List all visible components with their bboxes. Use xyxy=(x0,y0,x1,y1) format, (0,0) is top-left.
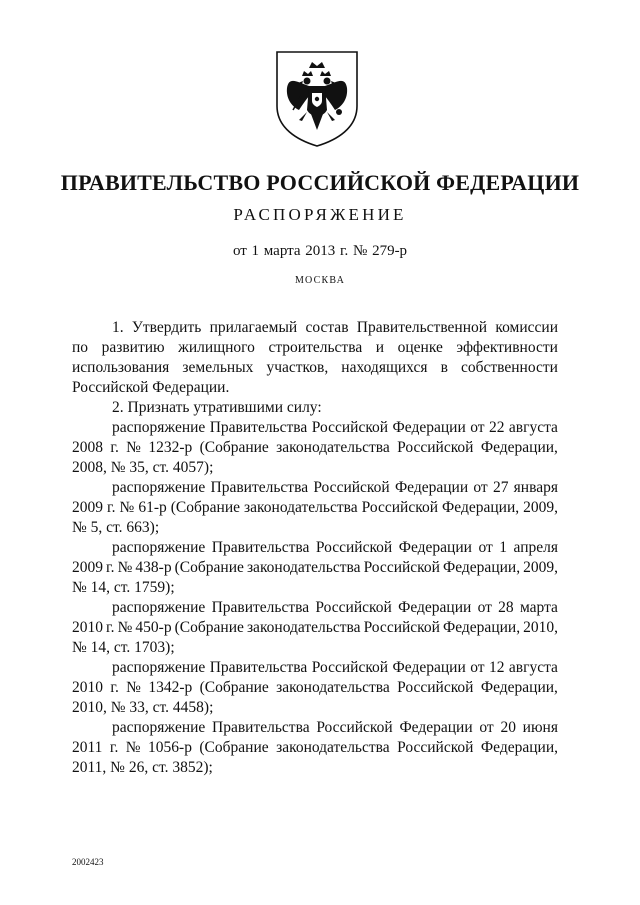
word: (Собрание xyxy=(199,739,269,756)
word: г. xyxy=(110,679,119,696)
word: (Собрание xyxy=(170,499,241,516)
word: жилищного xyxy=(178,339,255,356)
text-line xyxy=(72,678,558,698)
word: Правительственной xyxy=(356,319,488,336)
word: № xyxy=(126,679,141,696)
word: строительства xyxy=(268,339,363,356)
word: Российской xyxy=(361,499,439,516)
repeal-item xyxy=(72,478,558,538)
paragraph-repeal-intro: 2. Признать утратившими силу: xyxy=(112,399,322,416)
government-title: ПРАВИТЕЛЬСТВО РОССИЙСКОЙ ФЕДЕРАЦИИ xyxy=(60,170,580,195)
text-line xyxy=(72,538,558,558)
word: Российской xyxy=(363,559,440,576)
word: Федерации, xyxy=(442,499,520,516)
word: Российской xyxy=(397,679,474,696)
word: Федерации xyxy=(394,479,469,496)
word: собственности xyxy=(460,359,558,376)
word: от xyxy=(470,659,485,676)
word: 2009 xyxy=(72,559,103,576)
repeal-item xyxy=(72,598,558,658)
coat-of-arms-emblem xyxy=(271,48,363,148)
word: Правительства xyxy=(209,419,308,436)
word: 2010, xyxy=(523,619,558,636)
word: законодательства xyxy=(276,679,390,696)
word: распоряжение xyxy=(112,659,206,676)
word: апреля xyxy=(513,539,558,556)
word: эффективности xyxy=(456,339,558,356)
word: распоряжение xyxy=(112,539,206,556)
word: в xyxy=(440,359,448,376)
paragraph-approve xyxy=(72,318,558,398)
word: № xyxy=(125,739,141,756)
text-line xyxy=(72,418,558,438)
word: законодательства xyxy=(244,499,358,516)
word: прилагаемый xyxy=(209,319,298,336)
word: распоряжение xyxy=(112,479,206,496)
word: развитию xyxy=(101,339,165,356)
word: г. xyxy=(107,499,116,516)
word: г. xyxy=(110,439,119,456)
document-type: РАСПОРЯЖЕНИЕ xyxy=(233,205,407,224)
word: от xyxy=(479,719,494,736)
word: находящихся xyxy=(341,359,428,376)
word: 1232-р xyxy=(148,439,193,456)
word: Российской xyxy=(397,439,474,456)
word: 28 xyxy=(498,599,514,616)
word: Правительства xyxy=(210,479,309,496)
word: от xyxy=(473,479,488,496)
text-line xyxy=(72,618,558,638)
word: Федерации, xyxy=(480,739,558,756)
word: по xyxy=(72,339,89,356)
word: 1342-р xyxy=(148,679,193,696)
word: законодательства xyxy=(246,559,361,576)
word: распоряжение xyxy=(112,419,206,436)
text-line xyxy=(72,478,558,498)
word: 2011 xyxy=(72,739,103,756)
word: Российской xyxy=(315,539,393,556)
word: 1 xyxy=(499,539,508,556)
word: января xyxy=(513,479,558,496)
word: г. xyxy=(106,559,115,576)
word: 20 xyxy=(500,719,516,736)
word: Российской xyxy=(315,599,392,616)
word: Федерации, xyxy=(443,619,521,636)
repeal-item xyxy=(72,538,558,598)
word: Правительства xyxy=(211,599,310,616)
word: 61-р xyxy=(138,499,167,516)
word: земельных xyxy=(182,359,254,376)
word: г. xyxy=(106,619,115,636)
word: № xyxy=(126,439,141,456)
word: Федерации, xyxy=(443,559,521,576)
text-line xyxy=(72,738,558,758)
word: Федерации xyxy=(398,599,472,616)
word: комиссии xyxy=(495,319,558,336)
word: использования xyxy=(72,359,170,376)
word: (Собрание xyxy=(199,439,269,456)
word: Федерации xyxy=(398,539,472,556)
text-line xyxy=(72,318,558,338)
word: от xyxy=(470,419,485,436)
word: Правительства xyxy=(211,539,310,556)
word: 2008 xyxy=(72,439,103,456)
word: августа xyxy=(508,419,558,436)
word: 2009 xyxy=(72,499,103,516)
word: № xyxy=(119,499,135,516)
text-line: 2008, № 35, ст. 4057); xyxy=(72,459,214,476)
text-line xyxy=(72,438,558,458)
word: 12 xyxy=(488,659,505,676)
word: (Собрание xyxy=(199,679,269,696)
word: Федерации, xyxy=(480,679,558,696)
word: № xyxy=(117,559,133,576)
word: Федерации xyxy=(399,719,473,736)
word: 2009, xyxy=(523,499,558,516)
text-line xyxy=(72,598,558,618)
word: Российской xyxy=(313,479,390,496)
word: 1. xyxy=(112,319,124,336)
text-line: 2011, № 26, ст. 3852); xyxy=(72,759,213,776)
word: Российской xyxy=(311,659,389,676)
word: Утвердить xyxy=(131,319,202,336)
word: 22 xyxy=(488,419,505,436)
word: законодательства xyxy=(276,439,390,456)
text-line: Российской Федерации. xyxy=(72,379,230,396)
repeal-item xyxy=(72,418,558,478)
text-line xyxy=(72,658,558,678)
text-line: 2010, № 33, ст. 4458); xyxy=(72,699,214,716)
text-line: № 5, ст. 663); xyxy=(72,519,160,536)
document-code: 2002423 xyxy=(72,857,104,867)
document-body xyxy=(72,318,558,778)
word: № xyxy=(117,619,133,636)
text-line: № 14, ст. 1759); xyxy=(72,579,175,596)
text-line xyxy=(72,358,558,378)
word: распоряжение xyxy=(112,719,206,736)
word: от xyxy=(478,539,493,556)
word: Правительства xyxy=(209,659,308,676)
city-label: МОСКВА xyxy=(294,275,346,286)
word: состав xyxy=(305,319,349,336)
word: и xyxy=(375,339,385,356)
word: 2009, xyxy=(523,559,558,576)
word: законодательства xyxy=(246,619,361,636)
text-line xyxy=(72,558,558,578)
word: Российской xyxy=(311,419,389,436)
word: (Собрание xyxy=(174,619,244,636)
text-line xyxy=(72,718,558,738)
word: участков, xyxy=(266,359,329,376)
word: 438-р xyxy=(135,559,172,576)
repeal-item xyxy=(72,718,558,778)
word: 1056-р xyxy=(148,739,192,756)
document-date-number: от 1 марта 2013 г. № 279-р xyxy=(232,243,408,259)
word: марта xyxy=(519,599,558,616)
word: 2010 xyxy=(72,619,103,636)
word: 2010 xyxy=(72,679,103,696)
word: августа xyxy=(508,659,558,676)
repeal-item xyxy=(72,658,558,718)
word: распоряжение xyxy=(112,599,206,616)
word: 27 xyxy=(492,479,509,496)
word: 450-р xyxy=(135,619,172,636)
word: июня xyxy=(522,719,558,736)
word: (Собрание xyxy=(174,559,244,576)
word: г. xyxy=(109,739,119,756)
word: оценке xyxy=(397,339,443,356)
word: Российской xyxy=(363,619,440,636)
text-line: № 14, ст. 1703); xyxy=(72,639,175,656)
text-line xyxy=(72,498,558,518)
word: Российской xyxy=(397,739,474,756)
word: от xyxy=(477,599,492,616)
word: Федерации xyxy=(392,419,466,436)
word: Российской xyxy=(316,719,393,736)
text-line xyxy=(72,338,558,358)
word: Федерации, xyxy=(480,439,558,456)
word: Федерации xyxy=(392,659,466,676)
word: Правительства xyxy=(212,719,310,736)
word: законодательства xyxy=(276,739,390,756)
